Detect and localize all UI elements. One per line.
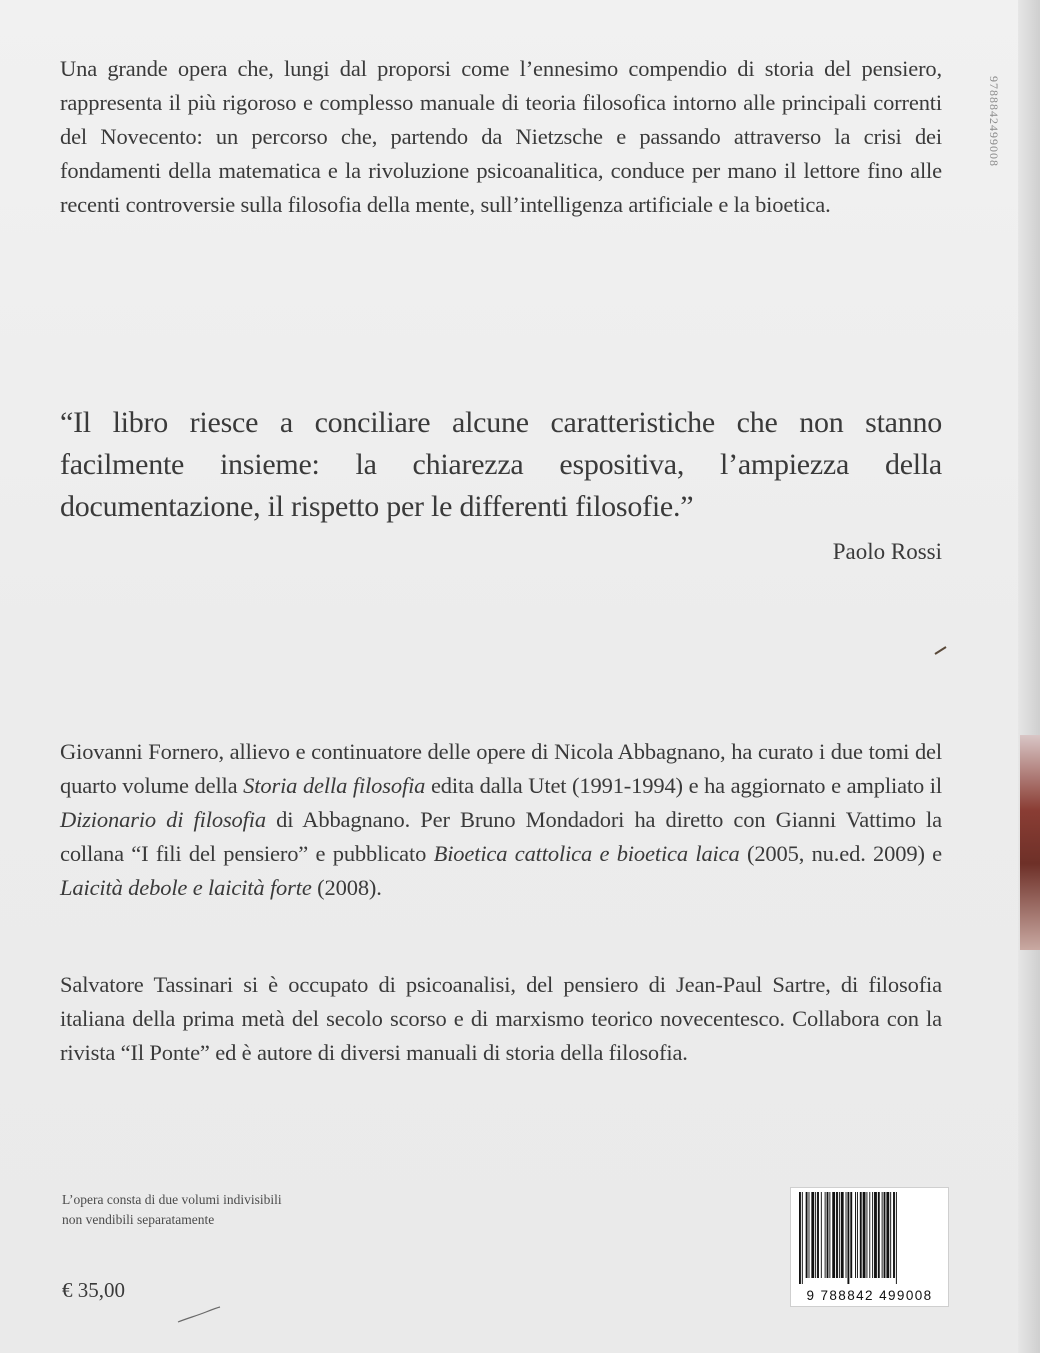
barcode-bar bbox=[874, 1192, 877, 1278]
intro-paragraph bbox=[60, 52, 942, 222]
barcode-bar bbox=[817, 1192, 819, 1278]
barcode-bars bbox=[797, 1192, 942, 1284]
barcode-bar bbox=[869, 1192, 870, 1278]
work-title: Bioetica cattolica e bioetica laica bbox=[433, 841, 740, 866]
pencil-mark bbox=[176, 1304, 222, 1326]
barcode-bar bbox=[836, 1192, 838, 1278]
barcode-bar bbox=[802, 1192, 803, 1284]
barcode-bar bbox=[863, 1192, 866, 1278]
barcode-bar bbox=[846, 1192, 847, 1278]
quote-author: Paolo Rossi bbox=[832, 539, 942, 564]
barcode-bar bbox=[878, 1192, 880, 1278]
barcode-bar bbox=[809, 1192, 810, 1278]
review-quote bbox=[60, 402, 942, 528]
spine-isbn bbox=[976, 56, 1010, 186]
sale-notice-line: non vendibili separatamente bbox=[62, 1212, 215, 1227]
bio-text-run: edita dalla Utet (1991-1994) e ha aggiornato e ampliato il bbox=[425, 773, 942, 798]
barcode-bar bbox=[829, 1192, 830, 1278]
barcode-bar bbox=[821, 1192, 822, 1278]
pencil-mark bbox=[934, 644, 948, 656]
quote-text: “Il libro riesce a conciliare alcune caratteristiche che non stanno facilmente insieme: la chiarezza espositiva, l’ampiezza della documentazione, il rispetto per le differenti filosofie.” bbox=[60, 406, 942, 523]
barcode-bar bbox=[884, 1192, 886, 1278]
author-bio-fornero bbox=[60, 735, 942, 905]
bio-text-run: (2008). bbox=[311, 875, 382, 900]
barcode-bar bbox=[847, 1192, 849, 1284]
barcode-digits: 9 788842 499008 bbox=[806, 1288, 933, 1303]
bio-tassinari-text: Salvatore Tassinari si è occupato di psicoanalisi, del pensiero di Jean-Paul Sartre, di filosofia italiana della prima metà del secolo scorso e di marxismo teorico novecentesco. Collabora con la rivista “Il Ponte” ed è autore di diversi manuali di storia della filosofia. bbox=[60, 972, 942, 1065]
author-bio-tassinari bbox=[60, 968, 942, 1070]
bio-text-run: (2005, nu.ed. 2009) e bbox=[739, 841, 942, 866]
barcode-bar bbox=[815, 1192, 816, 1278]
bio-text-run: di Abbagnano. Per Bruno Mondadori ha diretto con Gianni Vattimo la collana “I fili del pensiero” e pubblicato bbox=[60, 807, 942, 866]
barcode-bar bbox=[839, 1192, 840, 1278]
work-title: Storia della filosofia bbox=[243, 773, 426, 798]
barcode-bar bbox=[896, 1192, 897, 1284]
barcode-bar bbox=[886, 1192, 889, 1278]
price-label: € 35,00 bbox=[62, 1278, 125, 1302]
work-title: Laicità debole e laicità forte bbox=[60, 875, 312, 900]
barcode-bar bbox=[806, 1192, 808, 1278]
intro-text: Una grande opera che, lungi dal proporsi come l’ennesimo compendio di storia del pensiero, rappresenta il più rigoroso e complesso manuale di teoria filosofica intorno alle principali correnti del Novecento: un percorso che, partendo da Nietzsche e passando attraverso la crisi dei fondamenti della matematica e la rivoluzione psicoanalitica, conduce per mano il lettore fino alle recenti controversie sulla filosofia della mente, sull’intelligenza artificiale e la bioetica. bbox=[60, 56, 942, 217]
spine-isbn-text: 9788842499008 bbox=[986, 75, 1001, 167]
barcode-bar bbox=[872, 1192, 873, 1278]
barcode-bar bbox=[855, 1192, 856, 1278]
sale-notice-line: L’opera consta di due volumi indivisibili bbox=[62, 1192, 282, 1207]
barcode-bar bbox=[832, 1192, 835, 1278]
barcode-bar bbox=[893, 1192, 895, 1278]
barcode-bar bbox=[827, 1192, 829, 1278]
page-edge bbox=[1018, 0, 1040, 1353]
barcode-bar bbox=[825, 1192, 826, 1278]
barcode-bar bbox=[857, 1192, 858, 1278]
barcode-bar bbox=[882, 1192, 883, 1278]
page-edge-stain bbox=[1020, 735, 1040, 950]
barcode-bar bbox=[841, 1192, 844, 1278]
barcode-bar bbox=[799, 1192, 801, 1284]
barcode-bar bbox=[890, 1192, 891, 1278]
work-title: Dizionario di filosofia bbox=[60, 807, 266, 832]
barcode-bar bbox=[850, 1192, 852, 1278]
bio-fornero-text bbox=[60, 735, 942, 905]
bio-text-run: Giovanni Fornero, allievo e continuatore delle opere di Nicola Abbagnano, ha curato i due tomi del quarto volume della bbox=[60, 739, 942, 798]
barcode-bar bbox=[860, 1192, 862, 1278]
barcode-bar bbox=[811, 1192, 814, 1278]
barcode-bar bbox=[866, 1192, 867, 1278]
sale-notice bbox=[62, 1190, 282, 1230]
barcode bbox=[790, 1187, 949, 1307]
